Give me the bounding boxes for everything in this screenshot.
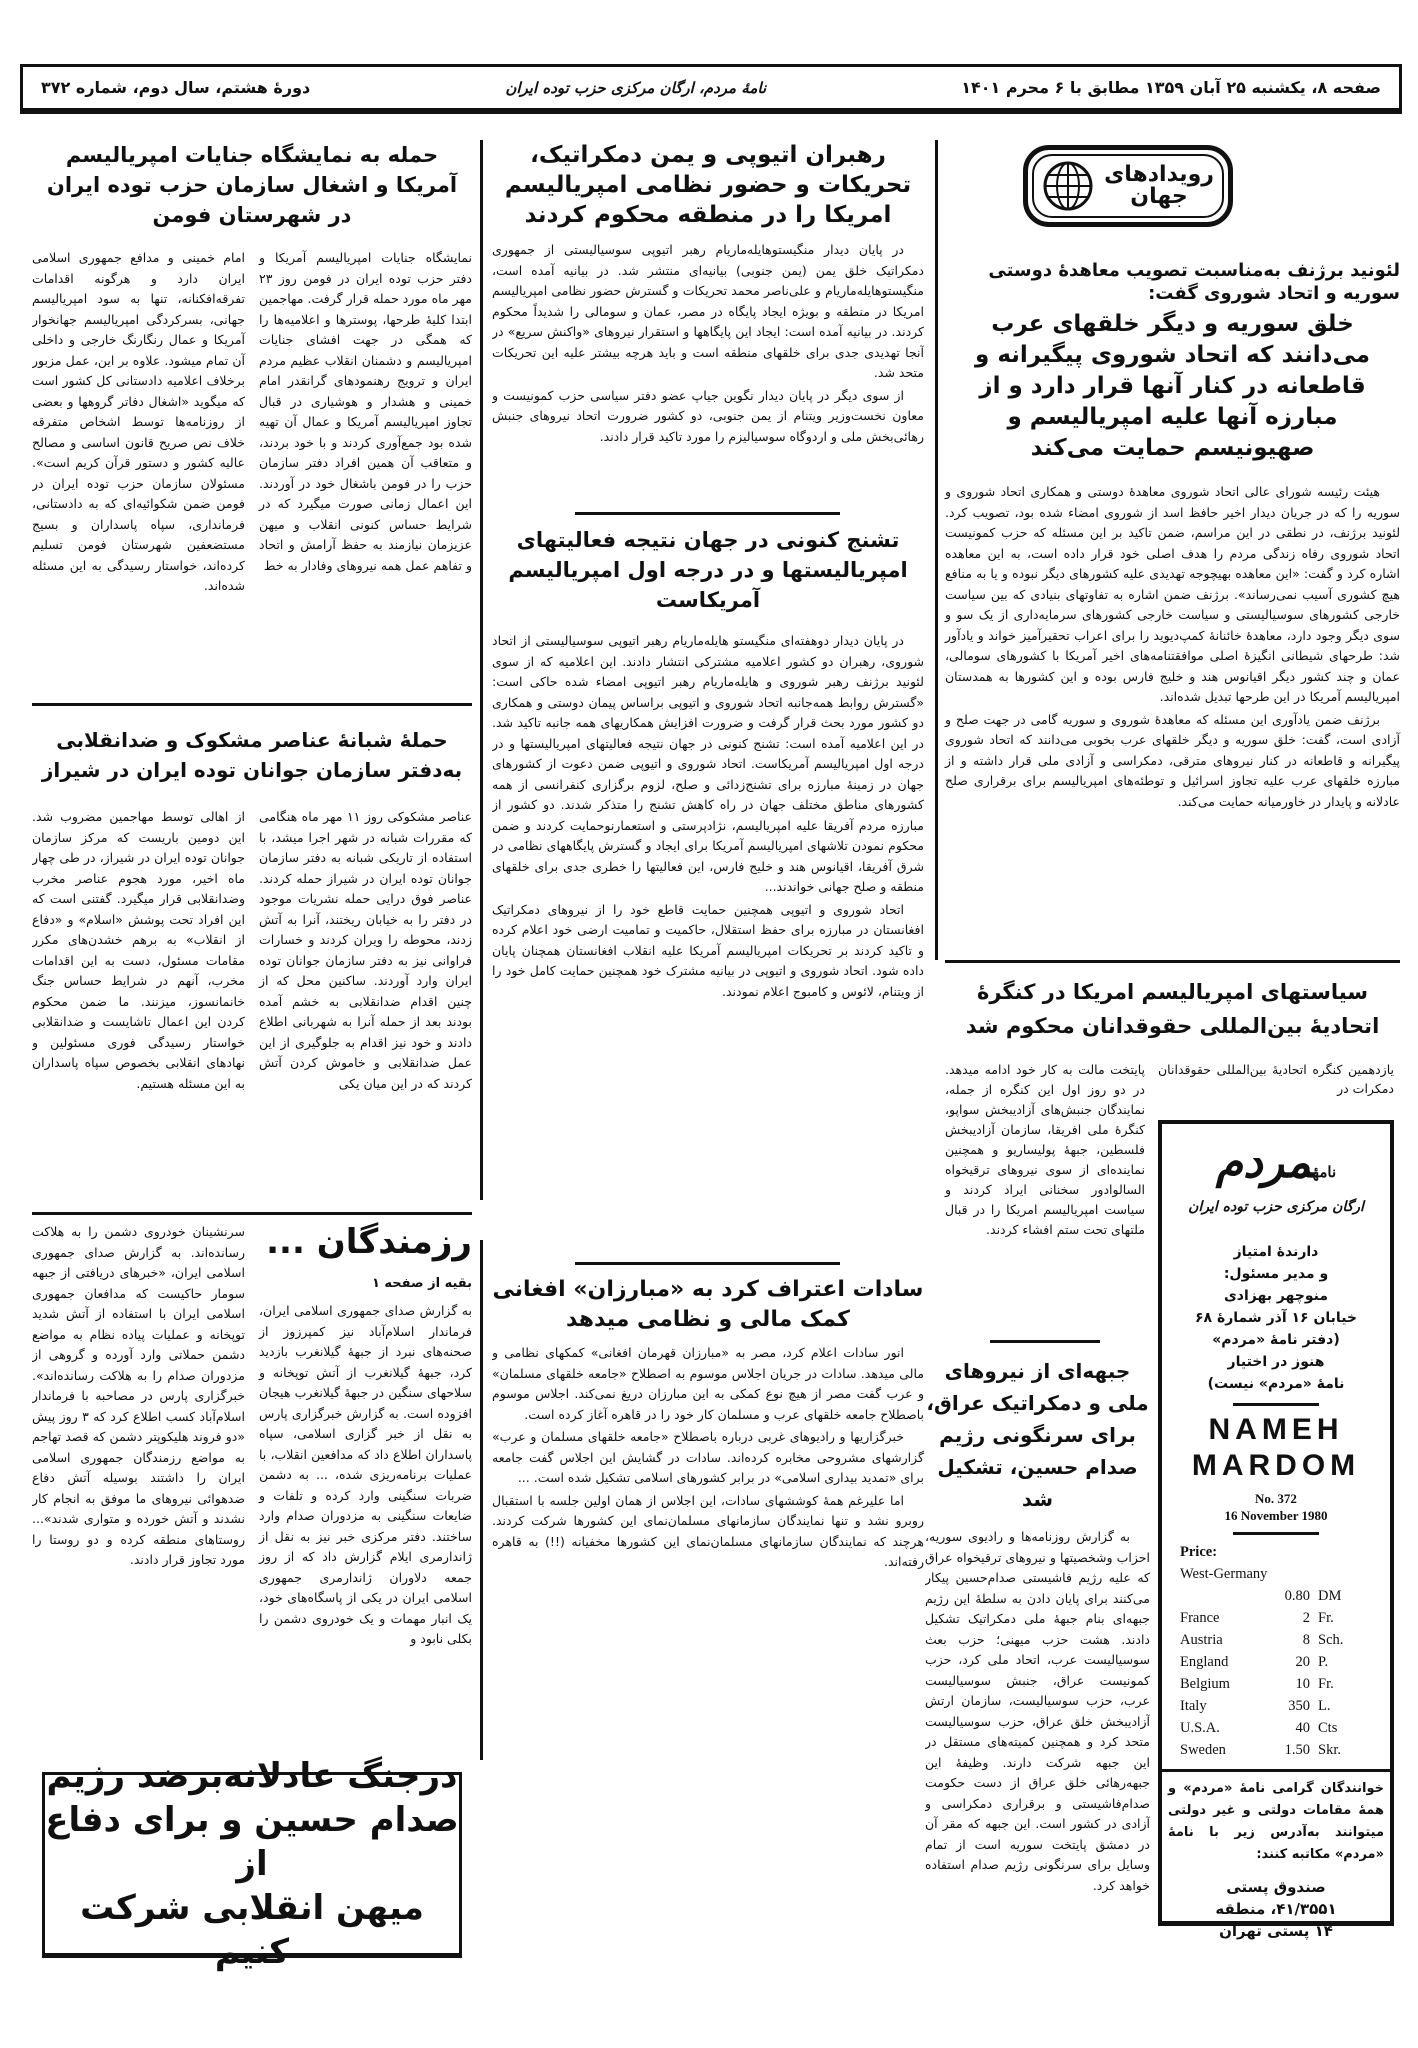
- article-body-column: سرنشینان خودروی دشمن را به هلاکت رسانده‌اند. به گزارش صدای جمهوری اسلامی ایران، «خبرهای دریافتی از جبهه سومار حاکیست که مدافعان جمهوری اسلامی ایران با استفاده از آتش شدید توپخانه و عملیات پیاده نظام به مواضع دشمن حملاتی وارد آورده و گروهی از مزدوران صدام را به هلاکت رسانده‌اند». خبرگزاری پارس در مصاحبه با فرماندار اسلام‌آباد کسب اطلاع کرد که ۳ روز پیش «دو فروند هلیکوپتر دشمن که قصد تهاجم به مواضع رزمندگان جمهوری اسلامی ایران را داشتند بوسیله آتش دفاع ضدهوائی نیروهای ما موفق به انجام کار نشدند و آتش خورده و متواری شدند»... روستاهای منطقه کرده و دو روستا را مورد تجاوز قرار دادند.: [32, 1224, 245, 1567]
- slogan-line: میهن انقلابی شرکت کنیم: [80, 1888, 424, 1972]
- slogan-box: [42, 1756, 462, 1972]
- article-body: [945, 482, 1400, 812]
- postal-address: صندوق پستی ۴۱/۳۵۵۱، منطقه ۱۴ پستی تهران: [1215, 1878, 1337, 1940]
- price-title: Price:: [1180, 1544, 1218, 1560]
- section-divider: [32, 703, 472, 706]
- article-headline: سیاستهای امپریالیسم امریکا در کنگرهٔ اتحادیهٔ بین‌المللی حقوقدانان محکوم شد: [965, 980, 1380, 1038]
- newspaper-name-persian: نامهٔمردم: [1215, 1137, 1337, 1188]
- article-headline: خلق سوریه و دیگر خلقهای عرب می‌دانند که اتحاد شوروی پیگیرانه و قاطعانه در کنار آنها قرار دارد و از مبارزه آنها علیه امپریالیسم و صهیونیسم حمایت می‌کند: [975, 311, 1370, 461]
- article-ethiopia-yemen: [492, 140, 924, 505]
- slogan-line: درجنگ عادلانه‌برضد رژیم: [46, 1756, 458, 1796]
- article-headline: رزمندگان ...: [266, 1222, 472, 1262]
- short-divider: [1233, 1532, 1319, 1535]
- price-row: West-Germany: [1180, 1566, 1268, 1582]
- article-body-column: عناصر مشکوکی روز ۱۱ مهر ماه هنگامی که مقررات شبانه در شهر اجرا میشد، با استفاده از تاریکی شبانه به دفتر سازمان جوانان توده ایران در شیراز حمله کردند. عناصر فوق درایی حمله نشریات موجود در دفتر را به خیابان ریختند، آنرا به آتش زدند، محوطه را ویران کردند و خسارات فراوانی نیز به دفتر سازمان جوانان توده ایران وارد آوردند. ساکنین محل که از چنین اقدام ضدانقلابی به خشم آمده بودند بعد از حمله آنرا به شهربانی اطلاع دادند و خود نیز اقدام به جلوگیری از این عمل ضدانقلابی و خاموش کردن آتش کردند که در این میان یکی: [259, 809, 472, 1091]
- column-divider: [480, 140, 483, 1200]
- article-kicker: لئونید برژنف به‌مناسبت تصویب معاهدهٔ دوستی سوریه و اتحاد شوروی گفت:: [988, 260, 1400, 304]
- article-iraq-front: [925, 1355, 1150, 2048]
- article-headline: حمله به نمایشگاه جنایات امپریالیسم آمریکا و اشغال سازمان حزب توده ایران در شهرستان فومن: [46, 143, 458, 227]
- price-row: Austria 8 Sch.: [1180, 1632, 1344, 1648]
- price-row: Sweden 1.50 Skr.: [1180, 1742, 1341, 1758]
- issue-number: No. 372: [1255, 1491, 1297, 1506]
- logo-text-line2: جهان: [1130, 184, 1188, 209]
- globe-icon: [1042, 160, 1094, 212]
- article-body-column: امام خمینی و مدافع جمهوری اسلامی ایران دارد و هرگونه اقدامات تفرقه‌افکنانه، تنها به سود امپریالیسم جهانی، بسرکردگی امپریالیسم جهانخوار آمریکا و عمال رنگارنگ خارجی و داخلی آن تمام میشود. علاوه بر این، عمل مزبور برخلاف اعلامیه دادستانی کل کشور است که میگوید «اشغال دفاتر گروهها و بعضی از روزنامه‌ها توسط اشخاص متفرقه خلاف نص صریح قانون اساسی و مصالح عالیه کشور و دستور قرآن کریم است». مسئولان سازمان حزب توده ایران در فومن ضمن شکوائیه‌ای که به دادستانی، فرمانداری، سپاه پاسداران و بسیج مستضعفین شهرستان فومن تسلیم کرده‌اند، خواستار رسیدگی به این مسئله شده‌اند.: [32, 250, 245, 593]
- article-paragraph: هیئت رئیسه شورای عالی اتحاد شوروی معاهدهٔ دوستی و همکاری اتحاد شوروی و سوریه را که در جریان دیدار اخیر حافظ اسد از شوروی امضاء شده بود، تصویب کرد. لئونید برژنف، در نطقی در این مراسم، ضمن تاکید بر این مسئله که حزب کمونیست اتحاد شوروی رفاه زندگی مردم را هدف اصلی خود قرار داده است، به این معاهده اشاره کرد و گفت: «این معاهده بهیچوجه تهدیدی علیه کشورهای دیگر نبوده و یا به منافع هیچ کشوری آسیب نمی‌رساند». برژنف ضمن اشاره به تفاوتهای بنیادی که بین سیاست خارجی کشورهای سوسیالیستی و سیاست خارجی کشورهای سرمایه‌داری از یک سو و سوی دیگر وجود دارد، معاهدهٔ خائنانهٔ کمپ‌دیوید را برای اعراب تحقیرآمیز خواند و یادآور شد: طرحهای شیطانی انگیزهٔ اصلی موافقتنامه‌های اخیر آمریکا با کشورهای سومالی، عمان و چند کشور دیگر اقیانوس هند و خلیج فارس بوده و این کشورها به همدستان امپریالیسم آمریکا در این طرحها تبدیل شده‌اند.: [945, 484, 1400, 704]
- article-headline: جبهه‌ای از نیروهای ملی و دمکراتیک عراق، برای سرنگونی رژیم صدام حسین، تشکیل شد: [926, 1359, 1149, 1511]
- article-paragraph: برژنف ضمن یادآوری این مسئله که معاهدهٔ شوروی و سوریه گامی در جهت صلح و آزادی است، گفت: خلق سوریه و دیگر خلقهای عرب بخوبی می‌دانند که اتحاد شوروی پیگیرانه و قاطعانه در کنار نیروهای مترقی، دمکراسی و آزادی ملی قرار داشته و از مبارزه خلقهای عرب علیه تجاوز اسرائیل و توطئه‌های امپریالیسم برای برقراری صلح عادلانه و پایدار در خاورمیانه حمایت می‌کند.: [945, 711, 1400, 809]
- article-body: [492, 240, 924, 505]
- price-row: Belgium 10 Fr.: [1180, 1676, 1334, 1692]
- article-paragraph: در پایان دیدار دوهفته‌ای منگیستو هایله‌ماریام رهبر اتیوپی سوسیالیستی از اتحاد شوروی، رهبران دو کشور اعلامیه مشترکی انتشار دادند. این اعلامیه که از سوی لئونید برژنف رهبر شوروی و هایله‌ماریام رهبر اتیوپی امضاء شده حاکی است: «گسترش روابط همه‌جانبه اتحاد شوروی و اتیوپی براساس پیمان دوستی و همکاری دو کشور مورد بحث قرار گرفت و ضرورت افزایش همکاریهای همه جانبه تاکید شد. در این اعلامیه آمده است: تشنج کنونی در جهان نتیجه فعالیتهای امپریالیستها و در درجه اول امپریالیسم آمریکاست. اتحاد شوروی و اتیوپی ضمن دعوت از کشورهای جهان در زمینهٔ مبارزه برای تشنج‌زدائی و صلح، لزوم برگزاری کنفرانسی از همه کشورهای مناطق مختلف جهان در راه کاهش تشنج را متذکر شدند. دو کشور از مبارزه مردم آفریقا علیه امپریالیسم، نژادپرستی و استعمارنوحمایت کردند و ضمن محکوم نمودن تلاشهای امپریالیسم آمریکا برای ایجاد و گسترش پایگاههای نظامی در شرق آفریقا، اقیانوس هند و خلیج فارس، این فعالیتها را خطری جدی برای خلقهای منطقه و صلح جهانی خواندند...: [492, 633, 924, 894]
- column-divider: [935, 140, 938, 960]
- article-body-column: نمایشگاه جنایات امپریالیسم آمریکا و دفتر حزب توده ایران در فومن روز ۲۳ مهر ماه مورد حمله قرار گرفت. مهاجمین ابتدا کلیهٔ طرحها، پوسترها و اعلامیه‌ها را که همگی در جهت افشای جنایات امپریالیسم و دشمنان انقلاب عظیم مردم ایران و ترویج رهنمودهای گرانقدر امام خمینی و هشدار و هوشیاری در قبال تجاوز امپریالیسم آمریکا و عمال آن تهیه شده بود جمع‌آوری کردند و با خود بردند، و متعاقب آن همین افراد دفتر سازمان حزب را در فومن باشغال خود در آوردند. این اعمال زمانی صورت میگیرد که در شرایط حساس کنونی انقلاب و میهن عزیزمان نیازمند به حفظ آرامش و اتحاد و تفاهم عمل همه نیروهای وفادار به خط: [259, 250, 472, 573]
- world-events-logo: [1023, 145, 1233, 227]
- continued-from-note: بقیه از صفحه ۱: [371, 1276, 472, 1291]
- newspaper-name-latin-1: NAMEH: [1208, 1413, 1344, 1446]
- newspaper-subtitle: ارگان مرکزی حزب توده ایران: [1188, 1199, 1364, 1215]
- slogan-line: صدام حسین و برای دفاع از: [45, 1800, 459, 1884]
- article-paragraph: اتحاد شوروی و اتیوپی همچنین حمایت قاطع خود را از نیروهای دمکراتیک افغانستان در مبارزه برای حفظ استقلال، حاکمیت و تمامیت ارضی خود اعلام کرده و تاکید کردند بر تحریکات امپریالیسم آمریکا علیه انقلاب افغانستان همچنان پایان داده شود. اتحاد شوروی و اتیوپی در بیانیه مشترک خود همچنین حمایت کامل خود را از ویتنام، لائوس و کامبوج اعلام نمودند.: [492, 901, 924, 999]
- logo-text-line1: رویدادهای: [1104, 162, 1214, 187]
- issue-date: 16 November 1980: [1224, 1508, 1328, 1523]
- page-header-bar: [20, 64, 1402, 114]
- article-paragraph: به گزارش روزنامه‌ها و رادیوی سوریه، احزاب وشخصیتها و نیروهای ترقیخواه عراق که علیه رژیم فاشیستی صدام‌حسین پیکار می‌کنند برای پایان دادن به سلطهٔ این رژیم جبهه‌ای بنام جبههٔ ملی دمکراتیک تشکیل دادند. هشت حزب میهنی؛ حزب بعث سوسیالیست عرب، اتحاد ملی کرد، حزب کمونیست عراق، جنبش سوسیالیست عرب، حزب سوسیالیست، سازمان ارتش آزادیبخش خلق عراق، حزب سوسیالیست متحد کرد و همچنین کمیته‌های مستقل در این جبهه شرکت دارند. وظیفهٔ این جبهه‌رهائی خلق عراق از دست حکومت صدام‌فاشیستی و برقراری دمکراسی و آزادی در کشور است. این جبهه که مقر آن در دمشق پایتخت سوریه است از تمام وسایل برای سرنگونی رژیم صدام استفاده خواهد کرد.: [925, 1529, 1150, 1893]
- price-row: Italy 350 L.: [1180, 1698, 1331, 1714]
- readers-note: خوانندگان گرامی نامهٔ «مردم» و همهٔ مقامات دولتی و غیر دولتی میتوانند به‌آدرس زیر با نامهٔ «مردم» مکاتبه کنند:: [1168, 1781, 1384, 1862]
- short-divider: [990, 1340, 1100, 1343]
- article-paragraph: در پایان دیدار منگیستوهایله‌ماریام رهبر اتیوپی سوسیالیستی از جمهوری دمکراتیک خلق یمن (یمن جنوبی) بیانیه‌ای منتشر شد. در بیانیه آمده است، منگیستوهایله‌ماریام و علی‌ناصر محمد تحریکات و گسترش حضور نظامی امپریالیسم امریکا در منطقه و بویژه ایجاد پایگاه در مصر، عمان و سومالی را شدیداً محکوم کردند. در بیانیه آمده است: ایجاد این پایگاهها و استقرار نیروهای «واکنش سریع» در آنجا تهدیدی جدی برای خلقهای منطقه است و باید هرچه بیشتر علیه این تحریکات متحد شد.: [492, 242, 924, 380]
- article-body-column: پایتخت مالت به کار خود ادامه میدهد. در دو روز اول این کنگره از جمله، نمایندگان جنبش‌های آزادیبخش سواپو، کنگرهٔ ملی افریقا، سازمان آزادیبخش فلسطین، جبههٔ پولیساریو و همچنین نماینده‌ای از سوی نیروهای ترقیخواه السالوادور سخنانی ایراد کردند و سیاست امپریالیسم امریکا را در قبال ملتهای تحت ستم افشاء کردند.: [945, 1062, 1145, 1237]
- article-headline: تشنج کنونی در جهان نتیجه فعالیتهای امپریالیستها و در درجه اول امپریالیسم آمریکاست: [508, 528, 908, 612]
- article-body: [492, 631, 924, 1246]
- article-body: [925, 1527, 1150, 2048]
- article-shiraz-attack: [32, 725, 472, 1192]
- page-date-line: صفحه ۸، یکشنبه ۲۵ آبان ۱۳۵۹ مطابق با ۶ محرم ۱۴۰۱: [961, 78, 1381, 97]
- price-row: U.S.A. 40 Cts: [1180, 1720, 1338, 1736]
- article-fuman-attack: [32, 140, 472, 723]
- article-headline: رهبران اتیوپی و یمن دمکراتیک، تحریکات و حضور نظامی امپریالیسم امریکا را در منطقه محکوم کردند: [504, 142, 912, 228]
- newspaper-name-latin-2: MARDOM: [1191, 1449, 1361, 1482]
- newspaper-info-box: [1158, 1120, 1394, 1940]
- article-combatants-continued: [32, 1222, 472, 1727]
- article-brezhnev-syria: [945, 260, 1400, 814]
- section-divider: [945, 960, 1400, 963]
- article-paragraph: خبرگزاریها و رادیوهای غربی درباره باصطلاح «جامعه خلقهای مسلمان و عرب» گزارشهای مشروحی مخابره کرده‌اند. سادات در گشایش این اجلاس گفت جامعه برای «تمدید بیداری اسلامی» در برابر کشورهای اسلامی تشکیل شده است. ...: [492, 1429, 924, 1485]
- short-divider: [575, 1262, 840, 1265]
- column-divider: [480, 1240, 483, 1760]
- price-row: England 20 P.: [1180, 1654, 1329, 1670]
- article-world-tension: [492, 525, 924, 1246]
- article-headline: حملهٔ شبانهٔ عناصر مشکوک و ضدانقلابی به‌دفتر سازمان جوانان توده ایران در شیراز: [41, 728, 463, 782]
- publisher-info: دارندهٔ امتیاز و مدیر مسئول: منوچهر بهزادی خیابان ۱۶ آذر شمارهٔ ۶۸ (دفتر نامهٔ «مردم» هنوز در اختیار نامهٔ «مردم» نیست): [1195, 1244, 1357, 1392]
- article-us-lawyers-congress: [945, 975, 1400, 1043]
- price-row: France 2 Fr.: [1180, 1610, 1334, 1626]
- section-divider: [1162, 1769, 1390, 1772]
- article-sadat-afghan: [492, 1275, 924, 2023]
- article-body-column: یازدهمین کنگره اتحادیهٔ بین‌المللی حقوقدانان دمکرات در: [1158, 1062, 1394, 1096]
- newspaper-org-line: نامهٔ مردم، ارگان مرکزی حزب توده ایران: [505, 78, 767, 97]
- section-divider: [32, 1212, 472, 1215]
- article-headline: سادات اعتراف کرد به «مبارزان» افغانی کمک مالی و نظامی میدهد: [492, 1277, 924, 1332]
- issue-number-line: دورهٔ هشتم، سال دوم، شماره ۳۷۲: [41, 78, 311, 97]
- short-divider: [575, 512, 840, 515]
- article-body-column: به گزارش صدای جمهوری اسلامی ایران، فرماندار اسلام‌آباد نیز کمپرزوز از صحنه‌های نبرد از جبههٔ گیلانغرب بازدید کرد، جبههٔ گیلانغرب از آتش توپخانه و سلاحهای سنگین در جبههٔ گیلانغرب هیجان افزوده است. به گزارش خبرگزاری پارس به نقل از خبر گزاری اسلامی، سپاه پاسداران اطلاع داد که مدافعین انقلاب، با عملیات برنامه‌ریزی شده، ... به دشمن ضربات سنگینی وارد کرده و تلفات و ضایعات سنگینی به مزدوران صدام وارد ساختند. دفتر مرکزی خبر نیز به نقل از ژاندارمری ایلام گزارش داد که از روز جمعه دلاوران ژاندارمری جمهوری اسلامی ایران در یکی از پاسگاه‌های خود، یک انبار مهمات و یک خودروی دشمن را بکلی نابود و: [259, 1303, 472, 1646]
- article-body-column: از اهالی توسط مهاجمین مضروب شد. این دومین باریست که مرکز سازمان جوانان توده ایران در شیراز، در طی چهار ماه اخیر، مورد هجوم عناصر مخرب وضدانقلابی قرار میگیرد. گفتنی است که این افراد تحت پوشش «اسلام» و «دفاع از انقلاب» به‌ برهم خشدن‌های مکرر مقامات مسئول، دست به این اقدامات مخرب، آنهم در شرایط حساس جنگ خانمانسوز، میزنند. ما ضمن محکوم کردن این اعمال تاشایست و ضدانقلابی خواستار رسیدگی فوری مسئولین و نهادهای انقلابی بخصوص سپاه پاسداران به این مسئله هستیم.: [32, 809, 245, 1091]
- article-paragraph: اما علیرغم همهٔ کوششهای سادات، این اجلاس از همان اولین جلسه با استقبال روبرو نشد و تنها نمایندگان سازمانهای مسلمان‌نمای این کشورها شرکت کردند. هرچند که نمایندگان سازمانهای مسلمان‌نمای این کشورها مخفیانه (!!) به قاهره رفته‌اند.: [492, 1492, 924, 1569]
- price-list: [1162, 1541, 1390, 1761]
- article-paragraph: انور سادات اعلام کرد، مصر به «مبارزان قهرمان افغانی» کمکهای نظامی و مالی میدهد. سادات در جریان اجلاس موسوم به اصطلاح «جامعه خلقهای مسلمان» و عرب گفت مصر از هیچ نوع کمکی به این مبارزان دریغ نمی‌کند. اجلاس موسوم باصطلاح جامعه خلقهای عرب و مسلمان کار خود را در قاهره آغاز کرده است.: [492, 1345, 924, 1422]
- short-divider: [1233, 1403, 1319, 1406]
- article-paragraph: از سوی دیگر در پایان دیدار نگوین جیاپ عضو دفتر سیاسی حزب کمونیست و معاون نخست‌وزیر ویتنام از یمن جنوبی، دو کشور ضرورت اتحاد نیروهای جنبش رهائی‌بخش ملی و اردوگاه سوسیالیزم را مورد تاکید قرار دادند.: [492, 387, 924, 444]
- article-body: [492, 1343, 924, 2023]
- price-row: 0.80 DM: [1284, 1588, 1342, 1604]
